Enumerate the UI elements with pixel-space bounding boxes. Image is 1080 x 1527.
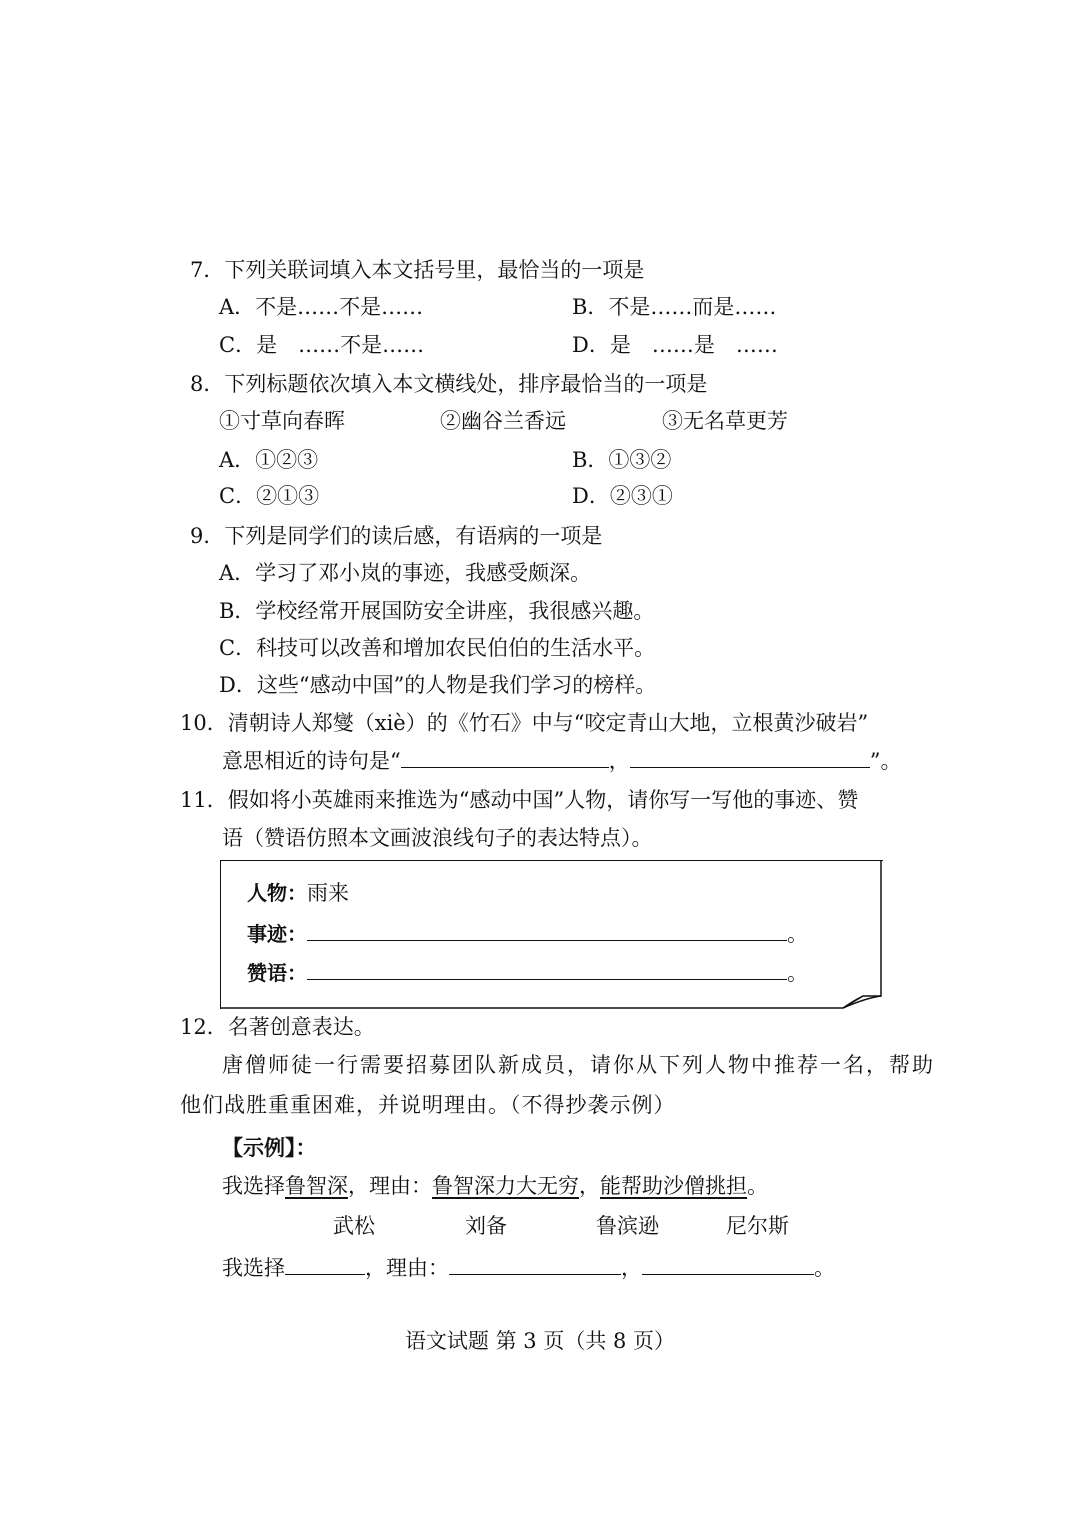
q10-line-2 <box>222 745 902 775</box>
answer-end: 。 <box>814 1256 835 1280</box>
q9-stem: 9．下列是同学们的读后感，有语病的一项是 <box>190 524 603 548</box>
card-praise-end: 。 <box>787 961 808 985</box>
q10-comma: ， <box>608 749 630 773</box>
q10-blank-1[interactable] <box>401 745 609 768</box>
q8-title-2: ②幽谷兰香远 <box>440 409 566 433</box>
q12-answer <box>222 1252 835 1282</box>
candidate-4[interactable]: 尼尔斯 <box>726 1214 789 1238</box>
example-comma: ， <box>579 1174 600 1198</box>
q7-option-c[interactable]: C．是 ……不是…… <box>219 333 425 357</box>
q8-title-1: ①寸草向春晖 <box>219 409 345 433</box>
q8-option-d[interactable]: D．②③① <box>572 484 673 508</box>
q7-stem: 7．下列关联词填入本文括号里，最恰当的一项是 <box>190 258 645 282</box>
page-footer: 语文试题 第 3 页（共 8 页） <box>404 1329 676 1353</box>
answer-reason-blank-2[interactable] <box>642 1252 814 1275</box>
q12-stem: 12．名著创意表达。 <box>180 1015 375 1039</box>
q8-option-a[interactable]: A．①②③ <box>219 448 319 472</box>
answer-mid: ，理由： <box>365 1256 449 1280</box>
q8-title-3: ③无名草更芳 <box>662 409 788 433</box>
q7-option-d[interactable]: D．是 ……是 …… <box>572 333 778 357</box>
q12-para-2: 他们战胜重重困难，并说明理由。（不得抄袭示例） <box>180 1093 676 1117</box>
candidate-2[interactable]: 刘备 <box>465 1214 507 1238</box>
example-end: 。 <box>747 1174 768 1198</box>
q11-line-2: 语（赞语仿照本文画波浪线句子的表达特点）。 <box>222 826 653 850</box>
q11-line-1: 11．假如将小英雄雨来推选为“感动中国”人物，请你写一写他的事迹、赞 <box>180 788 859 812</box>
answer-comma: ， <box>621 1256 642 1280</box>
q12-example <box>222 1171 768 1201</box>
example-reason-2: 能帮助沙僧挑担 <box>600 1174 747 1198</box>
q8-option-c[interactable]: C．②①③ <box>219 484 320 508</box>
card-deeds-label: 事迹： <box>247 922 307 946</box>
card-curl-border <box>218 858 886 1012</box>
q10-line-1: 10．清朝诗人郑燮（xiè）的《竹石》中与“咬定青山大地，立根黄沙破岩” <box>180 711 869 735</box>
q10-blank-2[interactable] <box>630 745 870 768</box>
candidate-1[interactable]: 武松 <box>333 1214 375 1238</box>
q10-prefix: 意思相近的诗句是“ <box>222 749 401 773</box>
example-mid: ，理由： <box>348 1174 432 1198</box>
answer-name-blank[interactable] <box>285 1252 365 1275</box>
answer-reason-blank-1[interactable] <box>449 1252 621 1275</box>
q12-example-label: 【示例】： <box>222 1135 317 1160</box>
q8-stem: 8．下列标题依次填入本文横线处，排序最恰当的一项是 <box>190 372 708 396</box>
candidate-3[interactable]: 鲁滨逊 <box>596 1214 659 1238</box>
card-praise-label: 赞语： <box>247 961 307 985</box>
example-name: 鲁智深 <box>285 1174 348 1198</box>
q10-suffix: ”。 <box>869 749 902 773</box>
q9-option-b[interactable]: B．学校经常开展国防安全讲座，我很感兴趣。 <box>219 599 655 623</box>
q8-option-b[interactable]: B．①③② <box>572 448 672 472</box>
example-reason-1: 鲁智深力大无穷 <box>432 1174 579 1198</box>
card-deeds-end: 。 <box>787 922 808 946</box>
q9-option-c[interactable]: C．科技可以改善和增加农民伯伯的生活水平。 <box>219 636 656 660</box>
q9-option-a[interactable]: A．学习了邓小岚的事迹，我感受颇深。 <box>219 561 592 585</box>
example-prefix: 我选择 <box>222 1174 285 1198</box>
answer-prefix: 我选择 <box>222 1256 285 1280</box>
q7-option-a[interactable]: A．不是……不是…… <box>219 295 424 319</box>
q9-option-d[interactable]: D．这些“感动中国”的人物是我们学习的榜样。 <box>219 673 657 697</box>
q12-para-1: 唐僧师徒一行需要招募团队新成员，请你从下列人物中推荐一名，帮助 <box>222 1053 935 1077</box>
card-person-label: 人物： <box>247 881 307 905</box>
card-person-value: 雨来 <box>307 881 349 905</box>
q7-option-b[interactable]: B．不是……而是…… <box>572 295 777 319</box>
